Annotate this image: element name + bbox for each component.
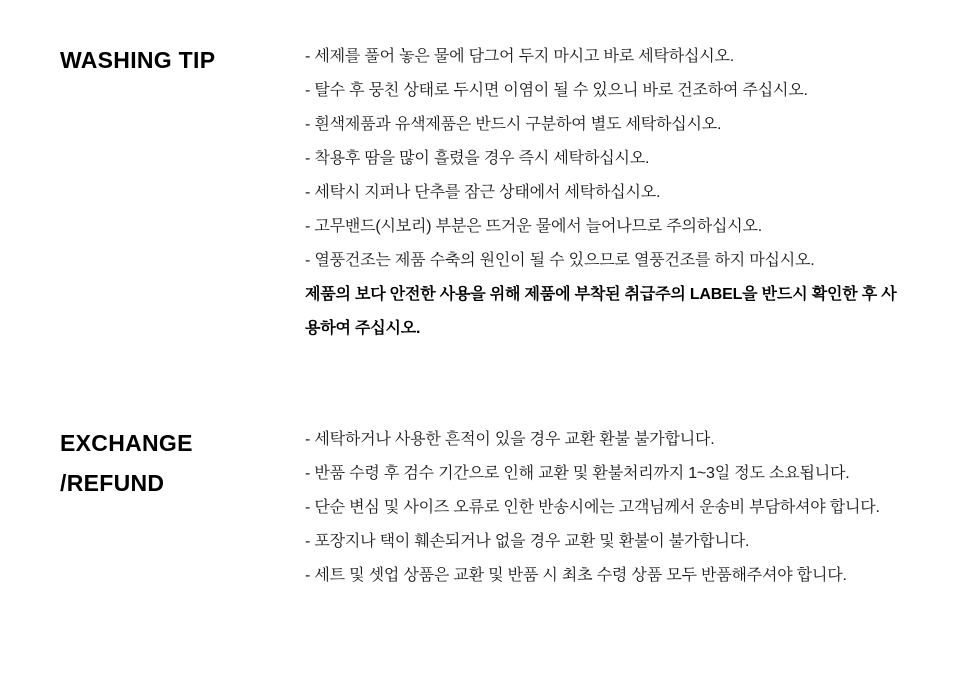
washing-tip-item: - 착용후 땀을 많이 흘렸을 경우 즉시 세탁하십시오.: [305, 150, 650, 167]
washing-tip-item: - 세탁시 지퍼나 단추를 잠근 상태에서 세탁하십시오.: [305, 184, 661, 201]
exchange-refund-item: - 단순 변심 및 사이즈 오류로 인한 반송시에는 고객님께서 운송비 부담하셔야 합니다.: [305, 499, 880, 516]
exchange-refund-item: - 반품 수령 후 검수 기간으로 인해 교환 및 환불처리까지 1~3일 정도 소요됩니다.: [305, 465, 850, 482]
washing-tip-heading: WASHING TIP: [60, 47, 216, 73]
exchange-heading-line: EXCHANGE: [60, 430, 193, 456]
washing-tip-item: - 탈수 후 뭉친 상태로 두시면 이염이 될 수 있으니 바로 건조하여 주십시오.: [305, 82, 808, 99]
exchange-refund-item: - 세탁하거나 사용한 흔적이 있을 경우 교환 환불 불가합니다.: [305, 431, 715, 448]
washing-tip-item: - 고무밴드(시보리) 부분은 뜨거운 물에서 늘어나므로 주의하십시오.: [305, 218, 763, 235]
exchange-refund-item: - 포장지나 택이 훼손되거나 없을 경우 교환 및 환불이 불가합니다.: [305, 533, 750, 550]
washing-tip-item: - 흰색제품과 유색제품은 반드시 구분하여 별도 세탁하십시오.: [305, 116, 722, 133]
washing-tip-content: [305, 40, 905, 346]
washing-tip-heading-column: [60, 40, 305, 80]
washing-tip-item: - 세제를 풀어 놓은 물에 담그어 두지 마시고 바로 세탁하십시오.: [305, 48, 734, 65]
washing-tip-item: - 열풍건조는 제품 수축의 원인이 될 수 있으므로 열풍건조를 하지 마십시오.: [305, 252, 815, 269]
refund-heading-line: /REFUND: [60, 470, 165, 496]
exchange-refund-content: [305, 423, 905, 593]
exchange-refund-heading: [60, 423, 305, 503]
exchange-refund-section: [60, 423, 960, 593]
care-label-note: 제품의 보다 안전한 사용을 위해 제품에 부착된 취급주의 LABEL을 반드시 확인한 후 사용하여 주십시오.: [305, 286, 897, 337]
washing-tip-section: [60, 40, 960, 346]
exchange-refund-item: - 세트 및 셋업 상품은 교환 및 반품 시 최초 수령 상품 모두 반품해주셔야 합니다.: [305, 567, 847, 584]
exchange-refund-heading-column: [60, 423, 305, 503]
